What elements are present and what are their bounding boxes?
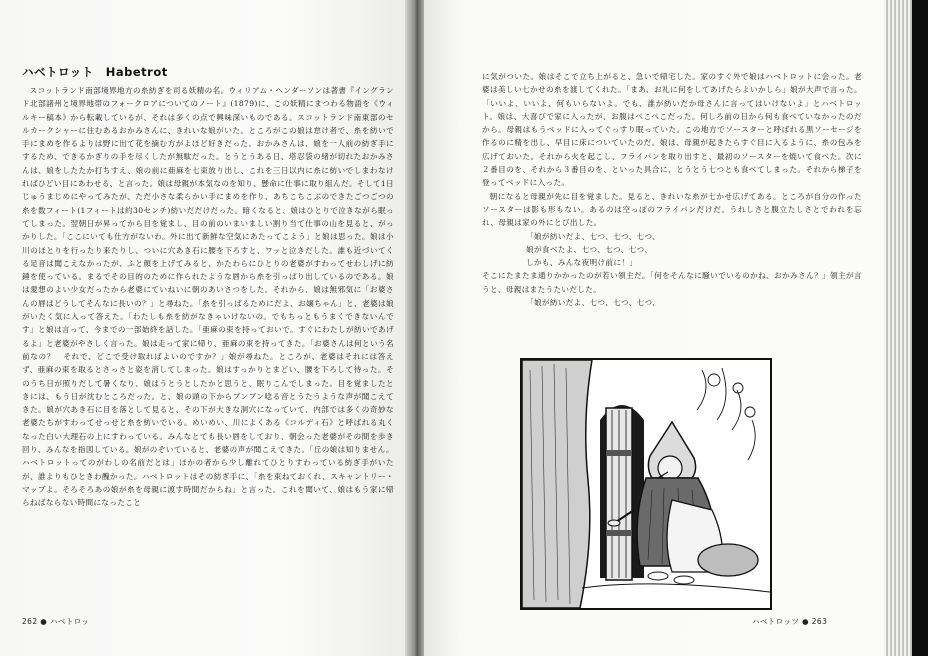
left-body-text <box>22 84 394 510</box>
book-cover-edge <box>912 0 928 656</box>
verse-line: しかも、みんな夜明け前に！」 <box>526 258 638 268</box>
left-page-footer: 262 ● ハベトロッ <box>22 617 90 626</box>
verse-line: 「娘が紡いだよ、七つ、七つ、七つ、 <box>526 298 661 308</box>
verse-line: 娘が食べたよ、七つ、七つ、七つ、 <box>526 244 653 254</box>
entry-headword: ハベトロット Habetrot <box>22 65 168 79</box>
right-paragraph-1: に気がついた。娘はそこで立ち上がると、急いで帰宅した。家のすぐ外で娘はハベトロットに会った。老婆は美しい七かせの糸を渡してくれた。「まあ、お礼に何をしてあげたらよいかしら」娘が大声で言った。「いいよ、いいよ、何もいらないよ。でも、誰が紡いだか母さんに言ってはいけないよ」とハベトロット。娘は、大喜びで家に入ったが、お腹はぺこぺこだった。何しろ前の日から何も食べていなかったのだから。母親はもうベッドに入ってぐっすり眠っていた。この地方でソースターと呼ばれる黒ソーセージを作るのに精を出し、早目に床についていたのだ。娘は、母親が起きたらすぐ目に入るように、糸の包みを広げておいた。それから火を起こし、フライパンを取り出すと、最初のソースターを焼いて食べた。次に２番目のを、それから３番目のを、といった具合に、とうとう七つとも食べてしまった。それから梯子を登ってベッドに入った。 <box>482 72 862 188</box>
right-paragraph-2: 朝になると母親が先に目を覚ました。見ると、きれいな糸が七かせ広げてある。ところが自分の作ったソースターは影も形もない。あるのは空っぽのフライパンだけだ。うれしさと腹立たしさとでわれを忘れ、母親は家の外にとび出した。 <box>482 191 862 228</box>
right-body-text <box>482 70 862 309</box>
right-page-footer: ハベトロッツ ● 263 <box>752 617 828 626</box>
right-paragraph-3: そこにたまたま通りかかったのが若い領主だ。「何をそんなに騒いでいるのかね、おかみさん？」領主が言うと、母親はまたうたいだした。 <box>482 271 862 294</box>
left-paragraph: スコットランド南部境界地方の糸紡ぎを司る妖精の名。ウィリアム・ヘンダーソンは著書『イングランド北部諸州と境界地帯のフォークロアについてのノート』(1879)に、この妖精にまつわる物語を《ウィルキー稿本》から転載しているが、それは多くの点で興味深いものである。スコットランド南東部のセルカークシャーに住むあるおかみさんに、きれいな娘がいた。ところがこの娘は怠け者で、糸を紡いで手にまめを作るよりは野に出て花を摘む方がよほど好きだった。おかみさんは、娘を一人前の紡ぎ手にするため、できるかぎりの手を尽くしたが無駄だった。とうとうある日、塔忍袋の緒が切れたおかみさんは、娘をしたたか打ちすえ、娘の前に亜麻を七束放り出し、これを三日以内に糸に紡いでしまわなければひどい目にあわせる、と言った。娘は母親が本気なのを知り、懸命に仕事に取り組んだ。そして1日じゅうまじめにやってみたが、ただ小さな柔らかい手にまめを作り、あちこちこぶのできたごつごつの糸を数フィート(1フィートは約30センチ)紡いだだけだった。暗くなると、娘はひとりで泣きながら眠ってしまった。翌朝日が昇ってから目を覚まし、目の前のいまいましい割り当て仕事の山を見ると、がっかりした。「ここにいても仕方がないわ。外に出て新鮮な空気にあたってこよう」と娘は思った。娘は小川のほとりを行ったり来たりし、ついに穴あき石に腰を下ろすと、ワッと泣きだした。誰も近づいてくる足音は聞こえなかったが、ふと顔を上げてみると、かたわらにひとりの老婆がすわってせわしげに紡錘を使っている。まるでその目的のために作られたような唇から糸を引っぱり出しているのである。娘は愛想のよい少女だったから老婆にていねいに朝のあいさつをした。それから、娘は無邪気に「お婆さんの唇はどうしてそんなに長いの？」と尋ねた。「糸を引っぱるためにだよ、お嬢ちゃん」と、老婆は娘がいたく気に入って答えた。「わたしも糸を紡がなきゃいけないの。でもちっともうまくできないんです」と娘は言って、今までの一部始終を話した。「亜麻の束を持っておいで。すぐにわたしが紡いであげるよ」と老婆がやさしく言った。娘は走って家に帰り、亜麻の束を持ってきた。「お婆さんは何という名前なの？ それで、どこで受け取ればよいのですか？」娘が尋ねた。ところが、老婆はそれには答えず、亜麻の束を取るとさっさと姿を消してしまった。娘はすっかりとまどい、腰を下ろして待った。そのうち日が照りだして暑くなり、娘はうとうとしたかと思うと、眠りこんでしまった。目を覚ましたときには、もう日が沈むところだった。と、娘の頭の下からブンブン唸る音とうたうような声が聞こえてきた。娘が穴あき石に目を落として見ると、その下が大きな洞穴になっていて、内部では多くの奇妙な老婆たちがすわってせっせと糸を紡いでいる。めいめい、川によくある《コルディ石》と呼ばれる丸くなった白い大理石の上にすわっている。みんなとても長い唇をしており、朝会った老婆がその間を歩き回り、みんなを指図している。娘がのぞいていると、老婆の声が聞こえてきた。「丘の娘は知りません。ハベトロットってのがわしの名前だとは」ほかの者から少し離れてひとりすわっている紡ぎ手がいたが、誰よりもひときわ醜かった。ハベトロットはその紡ぎ手に、「糸を束ねておくれ、スキャントリー・マッブよ。そろそろあの娘が糸を母親に渡す時間だからね」と言った。これを聞いて、娘はもう家に帰らねばならない時間になったこと <box>22 86 394 508</box>
left-page <box>0 0 408 656</box>
verse-block-final <box>482 296 862 309</box>
habetrot-at-door-illustration-icon <box>520 358 772 610</box>
verse-block <box>482 230 862 270</box>
verse-line: 「娘が紡いだよ、七つ、七つ、七つ、 <box>526 231 661 241</box>
